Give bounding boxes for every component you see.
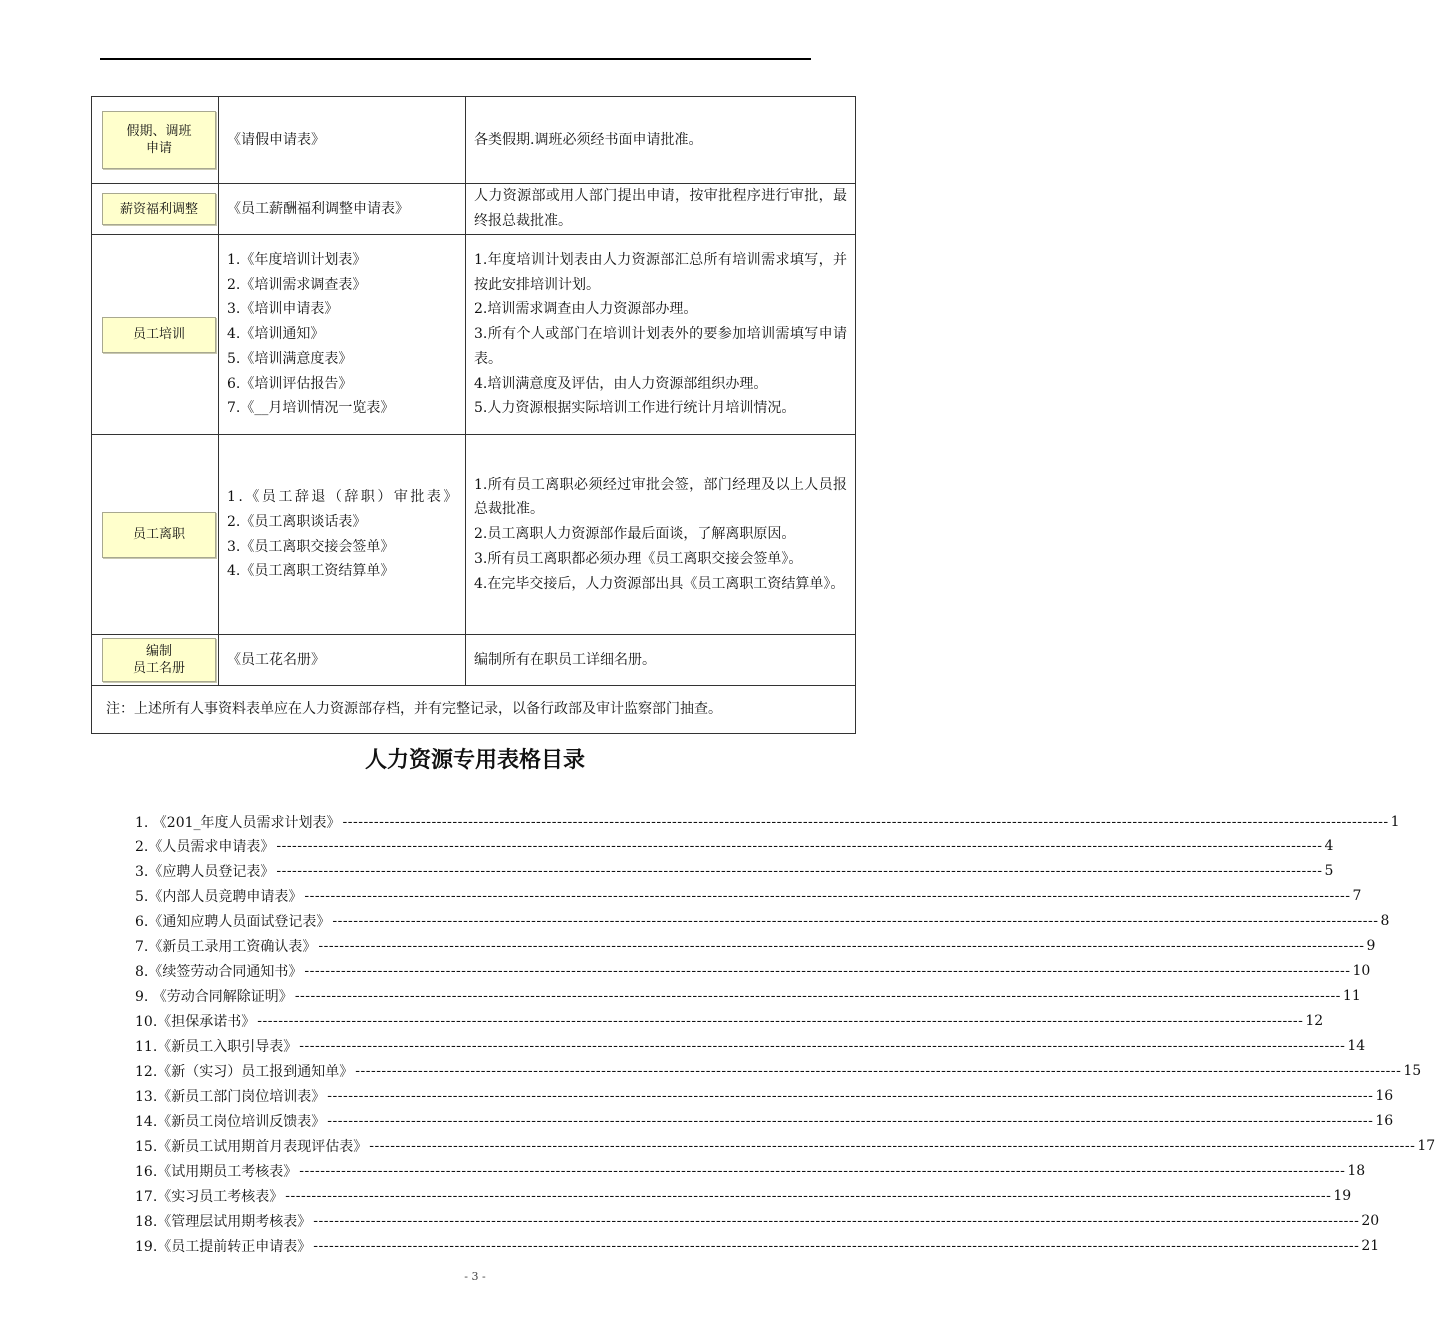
- forms-cell: 《员工花名册》: [219, 635, 466, 686]
- category-tag: 假期、调班 申请: [102, 111, 216, 169]
- toc-item: 9. 《劳动合同解除证明》 -------------------------------------------------------------------------------------------------------------------------------------------------------------------------------------------------------- 11: [135, 988, 1361, 1005]
- toc-leader: --------------------------------------------------------------------------------------------------------------------------------------------------------------------------------------------------------: [327, 1113, 1374, 1129]
- toc-leader: --------------------------------------------------------------------------------------------------------------------------------------------------------------------------------------------------------: [342, 814, 1389, 830]
- forms-cell: 《请假申请表》: [219, 97, 466, 184]
- notes-cell: 人力资源部或用人部门提出申请，按审批程序进行审批，最终报总裁批准。: [466, 184, 856, 235]
- category-tag: 薪资福利调整: [102, 193, 216, 225]
- toc-leader: --------------------------------------------------------------------------------------------------------------------------------------------------------------------------------------------------------: [257, 1013, 1304, 1029]
- table-row: [92, 97, 856, 184]
- table-row: [92, 184, 856, 235]
- toc-leader: --------------------------------------------------------------------------------------------------------------------------------------------------------------------------------------------------------: [318, 938, 1365, 954]
- table-row: [92, 435, 856, 635]
- category-tag: 员工培训: [102, 317, 216, 353]
- notes-cell: 1.所有员工离职必须经过审批会签，部门经理及以上人员报总裁批准。 2.员工离职人力资源部作最后面谈，了解离职原因。 3.所有员工离职都必须办理《员工离职交接会签单》。 4.在完毕交接后，人力资源部出具《员工离职工资结算单》。: [466, 435, 856, 635]
- toc-item: 18.《管理层试用期考核表》 -------------------------------------------------------------------------------------------------------------------------------------------------------------------------------------------------------- 20: [135, 1213, 1380, 1230]
- toc-leader: --------------------------------------------------------------------------------------------------------------------------------------------------------------------------------------------------------: [355, 1063, 1402, 1079]
- footnote-cell: 注：上述所有人事资料表单应在人力资源部存档，并有完整记录，以备行政部及审计监察部门抽查。: [92, 686, 856, 734]
- toc-item: 1. 《201_年度人员需求计划表》 -------------------------------------------------------------------------------------------------------------------------------------------------------------------------------------------------------- 1: [135, 814, 1400, 831]
- category-cell: [92, 435, 219, 635]
- toc-item: 17.《实习员工考核表》 -------------------------------------------------------------------------------------------------------------------------------------------------------------------------------------------------------- 19: [135, 1188, 1352, 1205]
- toc-title: 人力资源专用表格目录: [364, 748, 585, 773]
- toc-leader: --------------------------------------------------------------------------------------------------------------------------------------------------------------------------------------------------------: [369, 1138, 1416, 1154]
- toc-item: 15.《新员工试用期首月表现评估表》 -------------------------------------------------------------------------------------------------------------------------------------------------------------------------------------------------------- 17: [135, 1138, 1435, 1155]
- toc-leader: --------------------------------------------------------------------------------------------------------------------------------------------------------------------------------------------------------: [304, 888, 1351, 904]
- toc-leader: --------------------------------------------------------------------------------------------------------------------------------------------------------------------------------------------------------: [299, 1163, 1346, 1179]
- notes-cell: 1.年度培训计划表由人力资源部汇总所有培训需求填写，并按此安排培训计划。 2.培训需求调查由人力资源部办理。 3.所有个人或部门在培训计划表外的要参加培训需填写申请表。 4.培训满意度及评估，由人力资源部组织办理。 5.人力资源根据实际培训工作进行统计月培训情况。: [466, 235, 856, 435]
- table-row: [92, 686, 856, 734]
- header-rule: [100, 58, 811, 60]
- hr-forms-table: [91, 96, 856, 734]
- toc-item: 10.《担保承诺书》 -------------------------------------------------------------------------------------------------------------------------------------------------------------------------------------------------------- 12: [135, 1013, 1324, 1030]
- forms-cell: 1.《员工辞退（辞职）审批表》 2.《员工离职谈话表》 3.《员工离职交接会签单》 4.《员工离职工资结算单》: [219, 435, 466, 635]
- category-cell: [92, 184, 219, 235]
- category-cell: [92, 97, 219, 184]
- toc-item: 19.《员工提前转正申请表》 -------------------------------------------------------------------------------------------------------------------------------------------------------------------------------------------------------- 21: [135, 1238, 1380, 1255]
- toc-leader: --------------------------------------------------------------------------------------------------------------------------------------------------------------------------------------------------------: [285, 1188, 1332, 1204]
- category-tag: 员工离职: [102, 512, 216, 558]
- toc-leader: --------------------------------------------------------------------------------------------------------------------------------------------------------------------------------------------------------: [313, 1213, 1360, 1229]
- toc-item: 8.《续签劳动合同通知书》 -------------------------------------------------------------------------------------------------------------------------------------------------------------------------------------------------------- 10: [135, 963, 1371, 980]
- toc-item: 14.《新员工岗位培训反馈表》 -------------------------------------------------------------------------------------------------------------------------------------------------------------------------------------------------------- 16: [135, 1113, 1394, 1130]
- notes-cell: 各类假期.调班必须经书面申请批准。: [466, 97, 856, 184]
- toc-leader: --------------------------------------------------------------------------------------------------------------------------------------------------------------------------------------------------------: [313, 1238, 1360, 1254]
- toc-leader: --------------------------------------------------------------------------------------------------------------------------------------------------------------------------------------------------------: [276, 838, 1323, 854]
- forms-cell: 《员工薪酬福利调整申请表》: [219, 184, 466, 235]
- forms-cell: 1.《年度培训计划表》 2.《培训需求调查表》 3.《培训申请表》 4.《培训通知》 5.《培训满意度表》 6.《培训评估报告》 7.《__月培训情况一览表》: [219, 235, 466, 435]
- category-cell: [92, 635, 219, 686]
- toc-item: 3.《应聘人员登记表》 -------------------------------------------------------------------------------------------------------------------------------------------------------------------------------------------------------- 5: [135, 863, 1334, 880]
- table-row: [92, 635, 856, 686]
- toc-leader: --------------------------------------------------------------------------------------------------------------------------------------------------------------------------------------------------------: [304, 963, 1351, 979]
- toc-item: 6.《通知应聘人员面试登记表》 -------------------------------------------------------------------------------------------------------------------------------------------------------------------------------------------------------- 8: [135, 913, 1390, 930]
- toc-leader: --------------------------------------------------------------------------------------------------------------------------------------------------------------------------------------------------------: [294, 988, 1341, 1004]
- toc-leader: --------------------------------------------------------------------------------------------------------------------------------------------------------------------------------------------------------: [276, 863, 1323, 879]
- toc-item: 5.《内部人员竞聘申请表》 -------------------------------------------------------------------------------------------------------------------------------------------------------------------------------------------------------- 7: [135, 888, 1362, 905]
- category-tag: 编制 员工名册: [102, 638, 216, 682]
- toc-item: 11.《新员工入职引导表》 -------------------------------------------------------------------------------------------------------------------------------------------------------------------------------------------------------- 14: [135, 1038, 1366, 1055]
- toc-leader: --------------------------------------------------------------------------------------------------------------------------------------------------------------------------------------------------------: [332, 913, 1379, 929]
- category-cell: [92, 235, 219, 435]
- toc-item: 2.《人员需求申请表》 -------------------------------------------------------------------------------------------------------------------------------------------------------------------------------------------------------- 4: [135, 838, 1334, 855]
- toc-leader: --------------------------------------------------------------------------------------------------------------------------------------------------------------------------------------------------------: [299, 1038, 1346, 1054]
- notes-cell: 编制所有在职员工详细名册。: [466, 635, 856, 686]
- toc-item: 13.《新员工部门岗位培训表》 -------------------------------------------------------------------------------------------------------------------------------------------------------------------------------------------------------- 16: [135, 1088, 1394, 1105]
- toc-leader: --------------------------------------------------------------------------------------------------------------------------------------------------------------------------------------------------------: [327, 1088, 1374, 1104]
- table-row: [92, 235, 856, 435]
- page-number: - 3 -: [464, 1270, 486, 1283]
- toc-item: 7.《新员工录用工资确认表》 -------------------------------------------------------------------------------------------------------------------------------------------------------------------------------------------------------- 9: [135, 938, 1376, 955]
- toc-item: 16.《试用期员工考核表》 -------------------------------------------------------------------------------------------------------------------------------------------------------------------------------------------------------- 18: [135, 1163, 1366, 1180]
- toc-item: 12.《新（实习）员工报到通知单》 -------------------------------------------------------------------------------------------------------------------------------------------------------------------------------------------------------- 15: [135, 1063, 1422, 1080]
